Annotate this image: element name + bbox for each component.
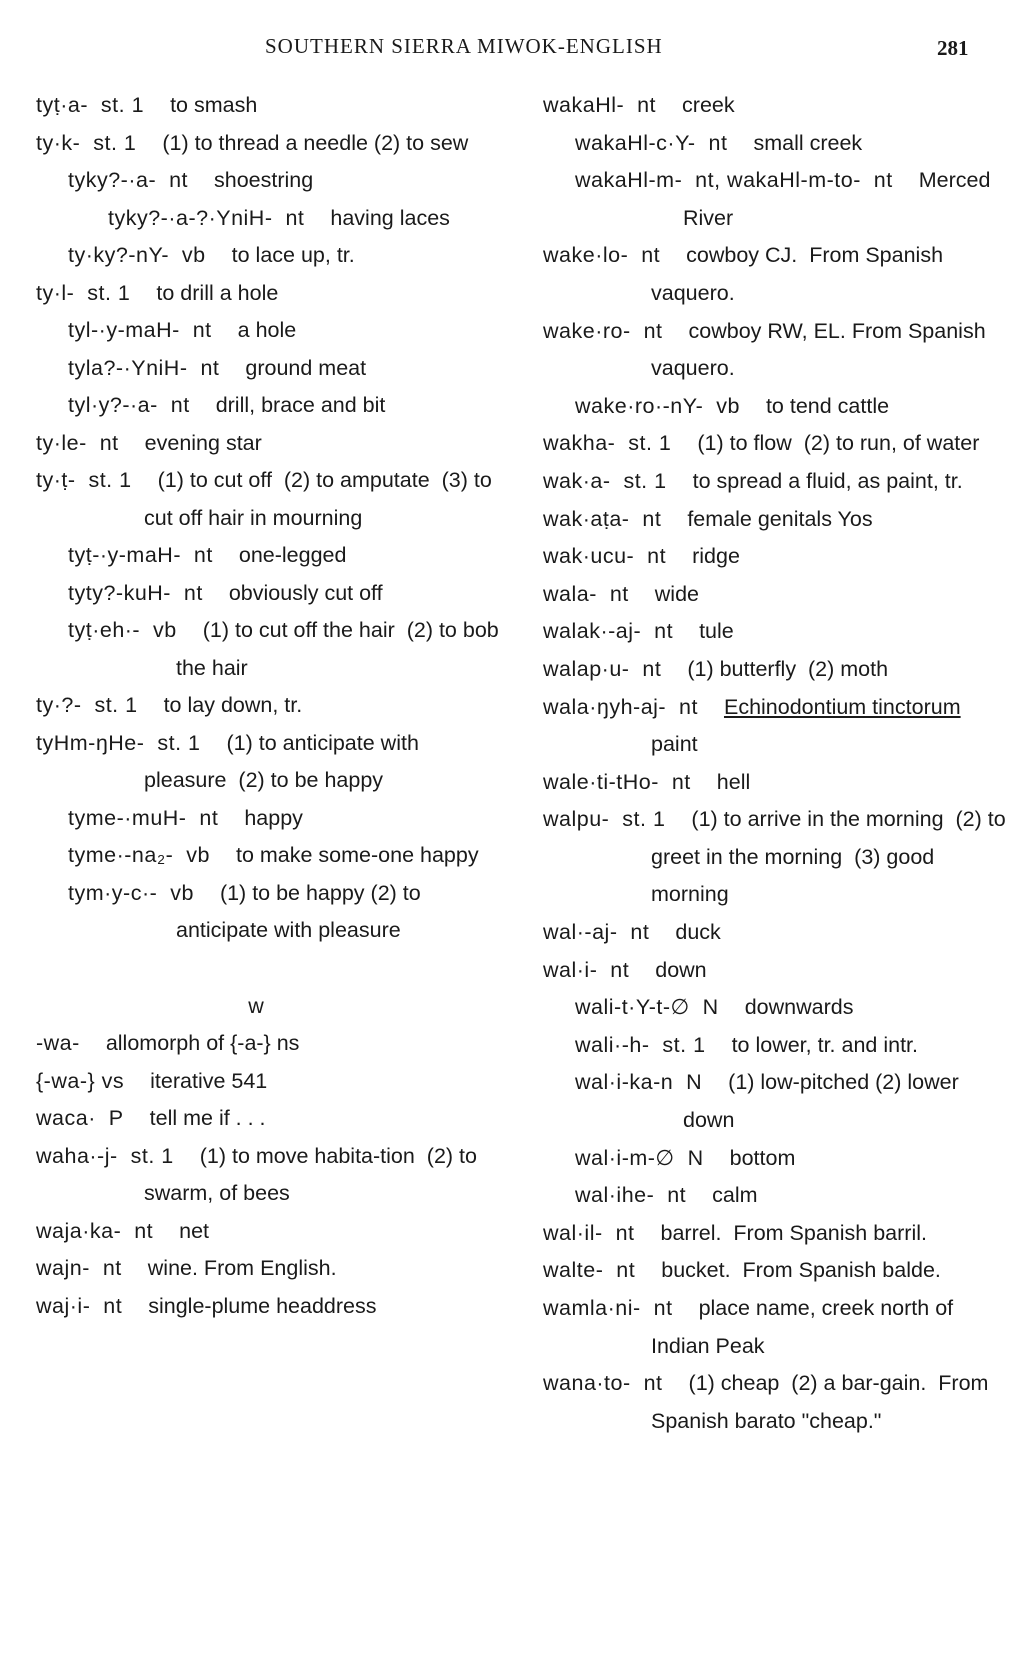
entry-headword: walap·u- nt [543,656,662,681]
entry-gloss: to lower, tr. and intr. [731,1032,918,1057]
dictionary-entry [543,576,1013,614]
section-gap [36,950,506,988]
page-number: 281 [937,36,969,60]
entry-gloss: to lace up, tr. [231,243,355,267]
entry-headword: wakha- st. 1 [543,431,672,456]
entry-gloss: tell me if . . . [149,1106,266,1130]
dictionary-entry [36,687,506,725]
dictionary-entry [36,275,506,313]
entry-gloss: to make some-one happy [235,843,479,867]
dictionary-entry [543,237,1013,312]
dictionary-entry [68,387,506,425]
entries-w-continued [543,87,1013,1440]
dictionary-entry [36,1063,506,1101]
dictionary-entry [543,501,1013,539]
entry-gloss: (1) to arrive in the morning (2) to greet in the morning (3) good morning [651,807,1012,907]
entry-gloss: (1) butterfly (2) moth [687,656,889,681]
entry-gloss: duck [675,920,721,945]
entry-headword: walpu- st. 1 [543,807,666,832]
dictionary-entry [36,1025,506,1063]
entry-headword: wal·il- nt [543,1220,635,1245]
dictionary-entry [575,989,1013,1027]
dictionary-entry [108,200,506,238]
dictionary-entry [68,312,506,350]
entry-gloss-scientific: Echinodontium tinctorum [723,694,961,719]
entry-headword: waj·i- nt [36,1293,123,1318]
dictionary-entry [543,538,1013,576]
entry-gloss: bottom [729,1145,796,1170]
entry-headword: tyla?-·YniH- nt [68,355,220,380]
entry-gloss: creek [682,93,735,117]
entry-gloss: a hole [237,318,297,342]
dictionary-entry [36,1250,506,1288]
entry-headword: wale·ti-tHo- nt [543,769,691,794]
entry-headword: wana·to- nt [543,1371,663,1396]
entry-headword: wali·-h- st. 1 [575,1032,706,1057]
entry-headword: tyky?-·a-?·YniH- nt [108,205,305,230]
entry-headword: tyl-·y-maH- nt [68,318,212,342]
entry-headword: wakaHl-c·Y- nt [575,130,728,155]
entry-gloss: down [655,957,707,982]
entry-gloss: bucket. From Spanish balde. [661,1258,941,1283]
entry-gloss: one-legged [238,543,347,567]
entry-headword: wak·ucu- nt [543,544,667,569]
dictionary-entry [543,87,1013,125]
entry-headword: wala- nt [543,581,629,606]
entry-gloss: to drill a hole [156,280,279,305]
dictionary-entry [575,162,1013,237]
dictionary-entry [36,425,506,463]
dictionary-entry [68,875,506,950]
entry-headword: ty·k- st. 1 [36,130,137,155]
dictionary-entry [68,350,506,388]
dictionary-entry [543,651,1013,689]
entry-headword: wal·i- nt [543,957,630,982]
dictionary-entry [36,1100,506,1138]
entry-headword: wal·i-m-∅ N [575,1145,704,1170]
dictionary-entry [68,575,506,613]
entry-headword: -wa- [36,1031,80,1055]
dictionary-entry [68,612,506,687]
entry-gloss: to spread a fluid, as paint, tr. [692,468,963,493]
entry-gloss: shoestring [214,168,314,192]
entry-gloss: (1) to cut off (2) to amputate (3) to cut off hair in mourning [144,468,498,530]
entry-gloss: ground meat [245,355,367,380]
dictionary-entry [68,537,506,575]
dictionary-entry [543,313,1013,388]
entry-gloss: (1) low-pitched (2) lower down [683,1070,965,1133]
entry-headword: ty·?- st. 1 [36,693,138,717]
entry-headword: ty·le- nt [36,430,119,455]
entry-headword: wak·a- st. 1 [543,468,667,493]
dictionary-entry [543,463,1013,501]
entry-headword: tyme-·muH- nt [68,805,219,830]
dictionary-entry [68,162,506,200]
right-column [543,87,1013,1440]
entry-headword: wal·-aj- nt [543,920,650,945]
entry-headword: waha·-j- st. 1 [36,1143,174,1168]
dictionary-entry [36,87,506,125]
entry-gloss: (1) to move habita-tion (2) to swarm, of bees [144,1143,483,1205]
dictionary-entry [543,801,1013,914]
entry-gloss: to tend cattle [765,393,890,418]
entry-headword: tym·y-c·- vb [68,880,194,905]
entry-headword: tyme·-na₂- vb [68,843,210,867]
dictionary-entry [543,1290,1013,1365]
entry-headword: wakaHl-m- nt, wakaHl-m-to- nt [575,168,893,193]
entry-gloss: cowboy CJ. From Spanish vaquero. [651,243,950,305]
entry-gloss: small creek [753,130,863,155]
entry-gloss: (1) to be happy (2) to anticipate with pleasure [176,880,427,942]
entry-headword: walte- nt [543,1258,636,1283]
dictionary-entry [575,388,1013,426]
entry-gloss: (1) to cut off the hair (2) to bob the hair [176,618,505,680]
entry-headword: wal·i-ka-n N [575,1070,703,1095]
entry-gloss: Merced River [683,168,997,230]
entry-headword: wajn- nt [36,1256,122,1280]
entry-gloss: (1) to anticipate with pleasure (2) to be happy [144,730,425,792]
entry-headword: wal·ihe- nt [575,1183,687,1208]
dictionary-entry [543,764,1013,802]
dictionary-entry [543,1365,1013,1440]
entry-gloss: hell [716,769,751,794]
entry-headword: wamla·ni- nt [543,1296,673,1320]
entry-headword: wali-t·Y-t-∅ N [575,995,719,1020]
entry-headword: wake·ro·-nY- vb [575,393,740,418]
entry-gloss: net [179,1218,210,1243]
entry-headword: waja·ka- nt [36,1218,154,1243]
entry-headword: ty·ṭ- st. 1 [36,468,132,492]
entry-gloss: (1) cheap (2) a bar-gain. From Spanish barato "cheap." [651,1371,995,1433]
entry-gloss: ridge [692,544,740,569]
entry-gloss: place name, creek north of Indian Peak [651,1296,960,1358]
entry-gloss: drill, brace and bit [215,393,386,417]
section-letter: w [248,993,264,1018]
dictionary-entry [543,952,1013,990]
dictionary-entry [36,1138,506,1213]
entry-headword: ty·ky?-nY- vb [68,243,206,267]
entry-gloss: wide [654,581,699,606]
entry-headword: tyṭ·a- st. 1 [36,93,145,117]
entry-headword: wakaHl- nt [543,93,657,117]
entry-gloss: (1) to flow (2) to run, of water [697,431,980,456]
dictionary-entry [543,689,1013,764]
entry-headword: wak·aṭa- nt [543,506,662,531]
entry-headword: walak·-aj- nt [543,619,674,644]
entry-gloss: having laces [330,205,450,230]
entry-gloss: allomorph of {-a-} ns [105,1031,300,1055]
entry-headword: wala·ŋyh-aj- nt [543,694,698,719]
entry-headword: tyṭ·eh·- vb [68,618,177,642]
dictionary-entry [36,462,506,537]
dictionary-entry [36,1213,506,1251]
entry-gloss: calm [712,1183,758,1208]
entry-gloss: cowboy RW, EL. From Spanish vaquero. [651,318,992,381]
running-title: SOUTHERN SIERRA MIWOK-ENGLISH [265,34,663,58]
entries-t [36,87,506,950]
entry-headword: tyl·y?-·a- nt [68,393,190,417]
dictionary-entry [543,1252,1013,1290]
entry-gloss: paint [651,732,698,757]
entry-gloss: downwards [744,995,854,1020]
entry-headword: tyky?-·a- nt [68,168,188,192]
dictionary-entry [575,1064,1013,1139]
dictionary-entry [575,125,1013,163]
dictionary-entry [543,1215,1013,1253]
entry-gloss: single-plume headdress [148,1293,377,1318]
dictionary-entry [575,1177,1013,1215]
left-column [36,87,506,1325]
entry-gloss: to smash [170,93,258,117]
entry-headword: tyṭ-·y-maH- nt [68,543,213,567]
dictionary-entry [543,425,1013,463]
dictionary-entry [575,1027,1013,1065]
entry-headword: waca· P [36,1106,124,1130]
entry-gloss: iterative 541 [150,1068,268,1093]
entry-gloss: wine. From English. [147,1256,337,1280]
entries-w [36,1025,506,1325]
entry-headword: ty·l- st. 1 [36,280,131,305]
entry-gloss: to lay down, tr. [163,693,303,717]
entry-gloss: tule [699,619,734,644]
entry-gloss: obviously cut off [228,580,383,605]
dictionary-entry [575,1140,1013,1178]
dictionary-entry [36,1288,506,1326]
dictionary-entry [543,914,1013,952]
entry-headword: tyty?-kuH- nt [68,580,203,605]
dictionary-entry [36,725,506,800]
dictionary-entry [68,800,506,838]
entry-gloss: evening star [144,430,262,455]
entry-gloss: female genitals Yos [687,506,873,531]
entry-gloss: barrel. From Spanish barril. [660,1220,927,1245]
dictionary-entry [36,125,506,163]
entry-gloss: happy [244,805,303,830]
dictionary-entry [68,837,506,875]
dictionary-entry [543,613,1013,651]
entry-gloss: (1) to thread a needle (2) to sew [162,130,469,155]
entry-headword: tyHm-ŋHe- st. 1 [36,730,201,755]
entry-headword: wake·ro- nt [543,318,663,343]
page-header [0,30,1032,70]
entry-headword: {-wa-} vs [36,1068,125,1093]
entry-headword: wake·lo- nt [543,243,661,268]
dictionary-entry [68,237,506,275]
